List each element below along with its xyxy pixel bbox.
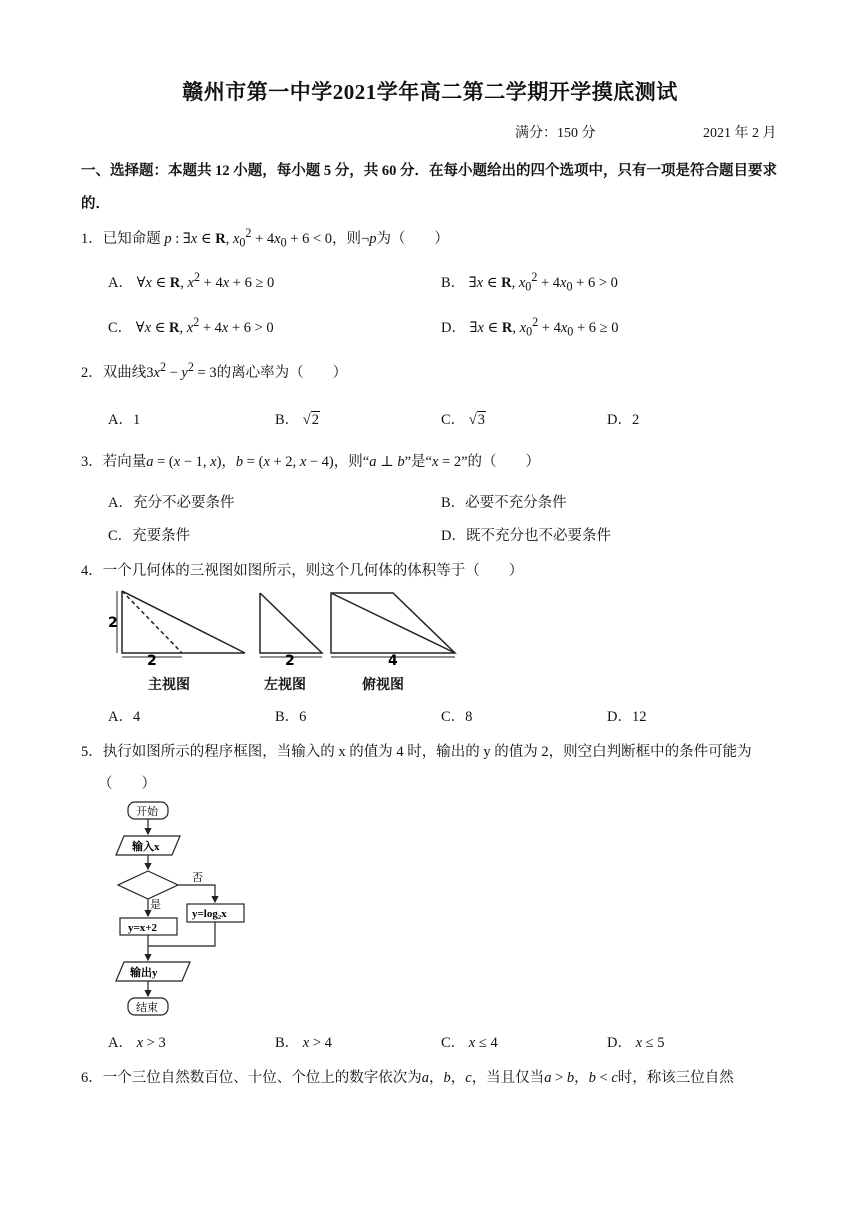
q5-option-d: D． x ≤ 5 [607, 1035, 665, 1051]
question-2-stem: 2．双曲线$3x^2 - y^2 = 3$的离心率为（ ） [81, 360, 348, 381]
flowchart-input-label: 输入x [132, 841, 160, 853]
flowchart-end-label: 结束 [136, 1002, 158, 1014]
exam-date: 2021 年 2 月 [703, 126, 777, 141]
front-view-hidden-line [122, 591, 182, 653]
flowchart-no-box-label: y=log₂x [192, 908, 227, 920]
q2-option-d: D．2 [607, 412, 640, 428]
full-score: 满分：150 分 [515, 126, 596, 141]
front-width-label: 2 [147, 653, 157, 665]
front-view-triangle [122, 591, 245, 653]
q4-option-a: A．4 [108, 709, 141, 725]
flowchart-yes-box-label: y=x+2 [128, 922, 158, 934]
flowchart-start-label: 开始 [136, 806, 158, 818]
q4-option-c: C．8 [441, 709, 473, 725]
q2-option-a: A．1 [108, 412, 141, 428]
q5-option-b: B． x > 4 [275, 1035, 332, 1051]
side-view-triangle [260, 593, 322, 653]
q2-option-b: B． √2 [275, 412, 320, 428]
q4-option-d: D．12 [607, 709, 647, 725]
q1-option-b: B． ∃x ∈ R, $x_0^2 + 4x_0 + 6 > 0$ [441, 270, 618, 294]
q3-option-c: C．充要条件 [108, 528, 191, 544]
flowchart-yes-label: 是 [150, 899, 161, 911]
question-5-stem: 5．执行如图所示的程序框图，当输入的 x 的值为 4 时，输出的 y 的值为 2，则空白判断框中的条件可能为 [81, 744, 752, 760]
flowchart [110, 800, 260, 1022]
top-view-diagonal [331, 593, 455, 653]
flowchart-decision [118, 871, 178, 899]
side-view-label: 左视图 [264, 677, 306, 693]
q3-option-d: D．既不充分也不必要条件 [441, 528, 611, 544]
q3-option-b: B．必要不充分条件 [441, 495, 567, 511]
front-view-label: 主视图 [148, 677, 190, 693]
q3-option-a: A．充分不必要条件 [108, 495, 235, 511]
q1-option-c: C． ∀x ∈ R, $x^2 + 4x + 6 > 0$ [108, 315, 274, 336]
question-6-stem: 6．一个三位自然数百位、十位、个位上的数字依次为a，b，c，当且仅当a > b，b < c时，称该三位自然 [81, 1070, 734, 1086]
q5-option-c: C． x ≤ 4 [441, 1035, 498, 1051]
section-heading: 一、选择题：本题共 12 小题，每小题 5 分，共 60 分．在每小题给出的四个选项中，只有一项是符合题目要求的． [81, 163, 777, 212]
q5-option-a: A． x > 3 [108, 1035, 166, 1051]
question-5-paren: （ ） [98, 776, 156, 792]
side-width-label: 2 [285, 653, 295, 665]
q4-option-b: B．6 [275, 709, 307, 725]
height-dimension-label: 2 [108, 615, 118, 631]
top-view-label: 俯视图 [362, 677, 404, 693]
question-4-stem: 4．一个几何体的三视图如图所示，则这个几何体的体积等于（ ） [81, 563, 524, 579]
page-title: 赣州市第一中学2021学年高二第二学期开学摸底测试 [182, 80, 678, 104]
q1-option-a: A． ∀x ∈ R, $x^2 + 4x + 6 \ge 0$ [108, 270, 275, 291]
question-3-stem: 3．若向量a = (x − 1, x)，b = (x + 2, x − 4)，则“a ⊥ b”是“x = 2”的（ ） [81, 454, 541, 470]
q1-option-d: D． ∃x ∈ R, $x_0^2 + 4x_0 + 6 \ge 0$ [441, 315, 619, 339]
question-1-stem: 1．已知命题 p : ∃x ∈ R, $x_0^2 + 4x_0 + 6 < 0$，则¬p为（ ） [81, 226, 449, 250]
q2-option-c: C． √3 [441, 412, 486, 428]
three-view-drawing [105, 585, 465, 665]
top-width-label: 4 [388, 653, 398, 665]
flowchart-output-label: 输出y [130, 967, 158, 979]
flowchart-no-label: 否 [192, 872, 203, 884]
